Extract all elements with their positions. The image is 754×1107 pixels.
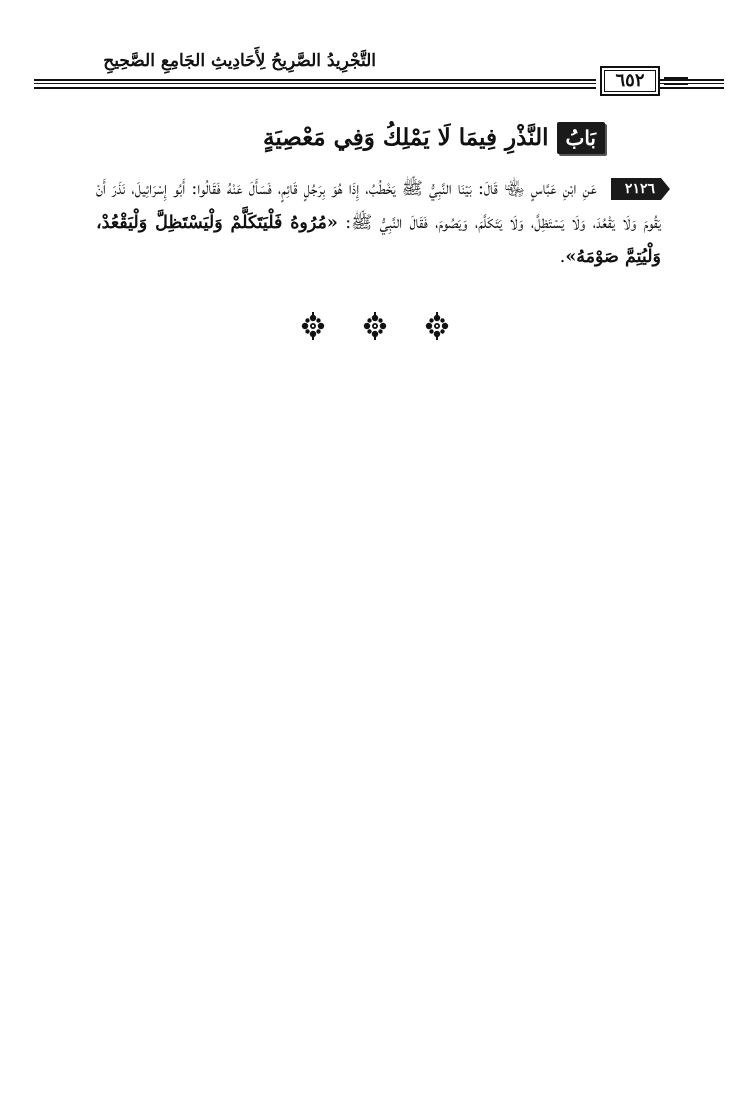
page-number: ٦٥٢	[600, 66, 660, 96]
header-end-bars	[664, 77, 688, 85]
hadith-number-badge: ٢١٢٦	[611, 178, 661, 200]
chapter-label: بَابُ	[557, 122, 606, 154]
chapter-heading	[100, 122, 605, 160]
hadith-text	[96, 172, 661, 274]
flower-ornament-icon	[362, 312, 388, 340]
running-title: التَّجْرِيدُ الصَّرِيحُ لِأَحَادِيثِ الجَامِعِ الصَّحِيحِ	[103, 51, 376, 71]
hadith-end-mark: .	[559, 247, 566, 267]
hadith-narration: عَنِ ابْنِ عَبَّاسٍ ﵄ قَالَ: بَيْنَا النَّبِيُّ ﷺ يَخْطُبُ، إِذَا هُوَ بِرَجُلٍ قَائِمٍ، فَسَأَلَ عَنْهُ فَقَالُوا: أَبُو إِسْرَائِيلَ، نَذَرَ أَنْ يَقُومَ وَلَا يَقْعُدَ، وَلَا يَسْتَظِلَّ، وَلَا يَتَكَلَّمَ، وَيَصُومَ، فَقَالَ النَّبِيُّ ﷺ:	[96, 179, 661, 233]
hadith-quote: «مُرُوهُ فَلْيَتَكَلَّمْ وَلْيَسْتَظِلَّ وَلْيَقْعُدْ، وَلْيُتِمَّ صَوْمَهُ»	[96, 213, 661, 267]
section-end-ornaments	[300, 312, 450, 342]
flower-ornament-icon	[300, 312, 326, 340]
chapter-title: النَّذْرِ فِيمَا لَا يَمْلِكُ وَفِي مَعْصِيَةٍ	[262, 124, 549, 151]
flower-ornament-icon	[424, 312, 450, 340]
